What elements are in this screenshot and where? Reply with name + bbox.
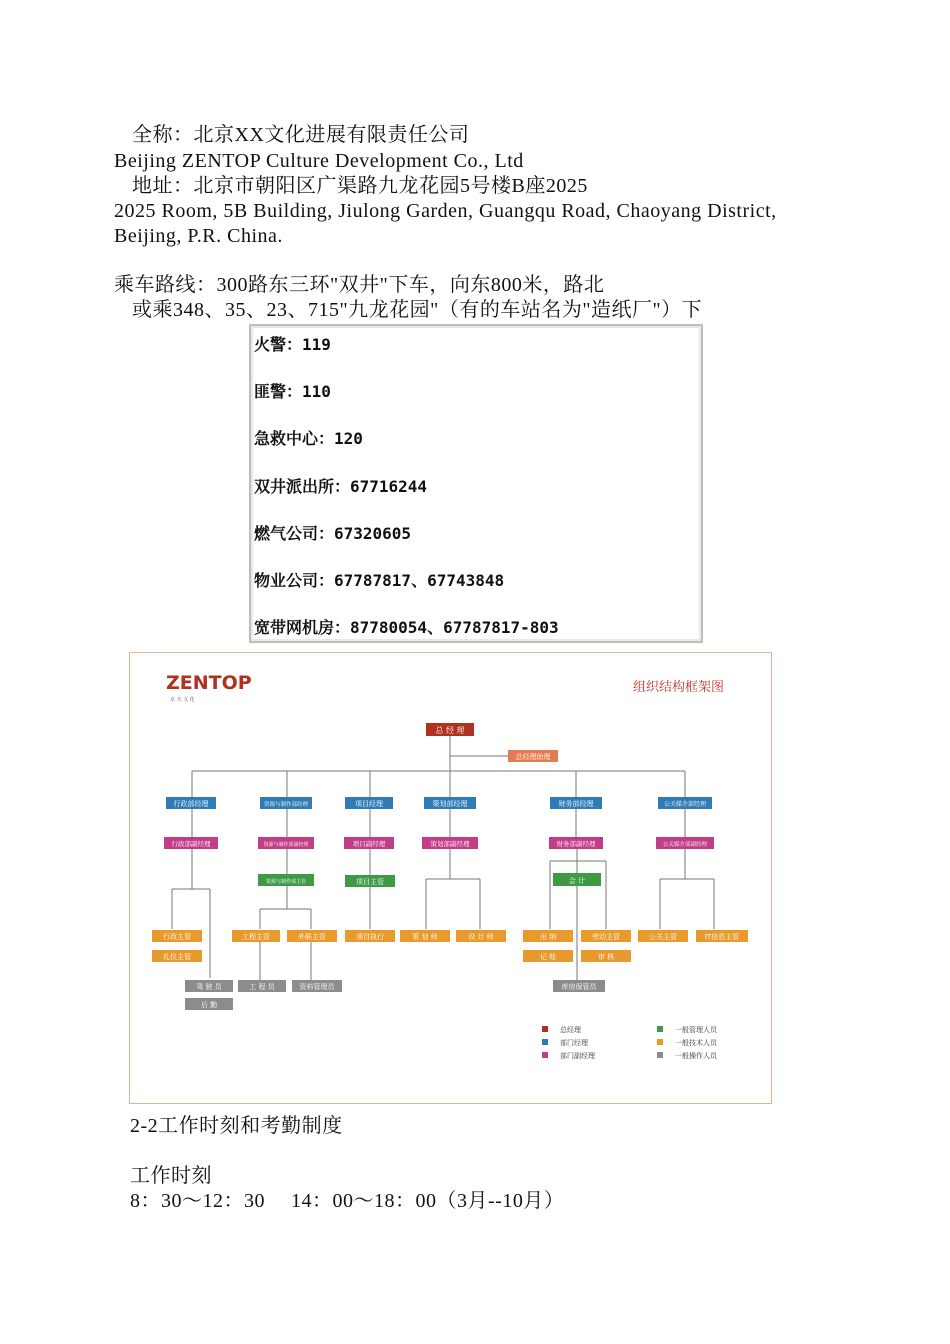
svg-text:公关媒介部经理: 公关媒介部经理 (663, 801, 707, 808)
svg-text:项目执行: 项目执行 (356, 933, 384, 941)
node-labor-lead (581, 930, 631, 942)
svg-text:劳动主管: 劳动主管 (592, 933, 620, 941)
node-planner (400, 930, 450, 942)
svg-text:总 经 理: 总 经 理 (435, 726, 465, 735)
legend-operator (657, 1051, 718, 1060)
node-it-lead (696, 930, 748, 942)
svg-text:后 勤: 后 勤 (200, 1001, 218, 1009)
node-admin-vice (164, 837, 218, 849)
bus-route-line2: 或乘348、35、23、715"九龙花园"（有的车站名为"造纸厂"）下 (132, 299, 703, 321)
node-planning-vice (422, 837, 478, 849)
node-archivist (292, 980, 342, 992)
node-finance-vice (549, 837, 603, 849)
svg-text:工程主管: 工程主管 (242, 933, 270, 941)
svg-text:资源与制作部主管: 资源与制作部主管 (265, 879, 307, 885)
company-english-address-line1: 2025 Room, 5B Building, Jiulong Garden, Guangqu Road, Chaoyang District, (114, 200, 777, 222)
contact-police-station: 双井派出所：67716244 (254, 477, 428, 496)
node-gm-assistant (508, 750, 558, 762)
svg-text:项目主管: 项目主管 (356, 878, 384, 886)
svg-text:项目经理: 项目经理 (355, 800, 383, 808)
contact-gas: 燃气公司：67320605 (254, 524, 412, 543)
node-pr-lead (638, 930, 688, 942)
svg-text:资源与制作部经理: 资源与制作部经理 (263, 802, 309, 808)
node-outer-lead (287, 930, 337, 942)
svg-text:行政部经理: 行政部经理 (173, 800, 209, 808)
org-chart-image (129, 652, 772, 1104)
node-project-manager (345, 797, 393, 809)
org-chart-legend (542, 1025, 718, 1060)
svg-text:项目副经理: 项目副经理 (352, 840, 386, 848)
svg-text:IT信息主管: IT信息主管 (704, 933, 740, 941)
node-resource-manager (260, 797, 312, 809)
svg-text:审 核: 审 核 (597, 953, 615, 961)
org-chart-title: 组织结构框架图 (633, 680, 725, 695)
node-accountant (553, 873, 601, 886)
node-engineer (238, 980, 286, 992)
svg-text:财务部经理: 财务部经理 (558, 800, 594, 808)
company-english-name: Beijing ZENTOP Culture Development Co., Ltd (114, 150, 524, 172)
section-heading: 2-2工作时刻和考勤制度 (130, 1115, 343, 1137)
logo-wordmark: ZENTOP (166, 672, 252, 694)
svg-text:资料管理员: 资料管理员 (299, 983, 335, 991)
work-hours: 8：30～12：30 14：00～18：00（3月--10月） (130, 1190, 565, 1212)
legend-admin-staff (657, 1025, 718, 1034)
svg-text:行政主管: 行政主管 (163, 933, 191, 941)
company-full-name: 全称：北京XX文化进展有限责任公司 (132, 124, 470, 146)
svg-text:行政部副经理: 行政部副经理 (171, 840, 211, 848)
legend-manager (542, 1038, 588, 1047)
svg-text:公关主管: 公关主管 (649, 933, 677, 941)
svg-text:公关媒介部副经理: 公关媒介部副经理 (662, 842, 708, 848)
svg-text:记 账: 记 账 (539, 953, 557, 961)
contact-broadband: 宽带网机房：87780054、67787817-803 (254, 618, 559, 637)
node-engineering-lead (232, 930, 280, 942)
contact-police: 匪警：110 (254, 382, 331, 401)
svg-text:一般操作人员: 一般操作人员 (675, 1052, 717, 1060)
svg-text:出 纳: 出 纳 (539, 933, 557, 941)
emergency-contacts-box (249, 324, 703, 643)
node-warehouse-keeper (553, 980, 605, 992)
org-connectors (172, 735, 714, 980)
svg-text:策 划 师: 策 划 师 (412, 933, 438, 941)
node-planning-manager (424, 797, 476, 809)
svg-text:资源与制作部副经理: 资源与制作部副经理 (263, 842, 309, 848)
logo-subtitle: 京 天 文 化 (170, 697, 195, 703)
contact-ambulance: 急救中心：120 (254, 429, 363, 448)
node-pr-manager (658, 797, 712, 809)
contact-property: 物业公司：67787817、67743848 (254, 571, 505, 590)
bus-route-line1: 乘车路线：300路东三环"双井"下车，向东800米，路北 (114, 274, 605, 296)
node-driver (185, 980, 233, 992)
node-project-exec (345, 930, 395, 942)
svg-text:部门副经理: 部门副经理 (560, 1052, 595, 1060)
contact-fire: 火警：119 (254, 335, 331, 354)
svg-text:策划部经理: 策划部经理 (432, 800, 468, 808)
svg-text:设 计 师: 设 计 师 (468, 933, 494, 941)
svg-text:会 计: 会 计 (568, 877, 586, 885)
svg-text:策划部副经理: 策划部副经理 (430, 840, 470, 848)
node-etiquette-lead (152, 950, 202, 962)
node-finance-manager (550, 797, 602, 809)
svg-text:总经理助理: 总经理助理 (515, 753, 551, 761)
legend-vice (542, 1051, 595, 1060)
svg-text:一般管理人员: 一般管理人员 (675, 1026, 717, 1034)
node-pr-vice (656, 837, 714, 849)
node-admin-lead (152, 930, 202, 942)
legend-gm (542, 1025, 581, 1034)
legend-tech-staff (657, 1038, 718, 1047)
svg-text:一般技术人员: 一般技术人员 (675, 1039, 717, 1047)
svg-text:礼仪主管: 礼仪主管 (163, 953, 191, 961)
org-chart-svg (130, 653, 771, 1103)
node-resource-vice (258, 837, 314, 849)
svg-text:工 程 员: 工 程 员 (249, 983, 275, 991)
svg-text:外联主管: 外联主管 (298, 933, 326, 941)
svg-text:库房保管员: 库房保管员 (561, 983, 597, 991)
node-general-manager (426, 723, 474, 736)
node-cashier (523, 930, 573, 942)
svg-text:驾 驶 员: 驾 驶 员 (196, 983, 222, 991)
section-subheading: 工作时刻 (130, 1165, 212, 1187)
svg-text:总经理: 总经理 (560, 1026, 581, 1034)
node-admin-manager (166, 797, 216, 809)
node-project-vice (344, 837, 394, 849)
node-designer (456, 930, 506, 942)
svg-text:部门经理: 部门经理 (560, 1039, 588, 1047)
node-auditor (581, 950, 631, 962)
node-bookkeeper (523, 950, 573, 962)
company-address: 地址：北京市朝阳区广渠路九龙花园5号楼B座2025 (132, 175, 588, 197)
svg-text:财务部副经理: 财务部副经理 (556, 840, 596, 848)
company-english-address-line2: Beijing, P.R. China. (114, 225, 283, 247)
node-project-lead (345, 875, 395, 887)
node-resource-lead (258, 874, 314, 886)
node-logistics (185, 998, 233, 1010)
